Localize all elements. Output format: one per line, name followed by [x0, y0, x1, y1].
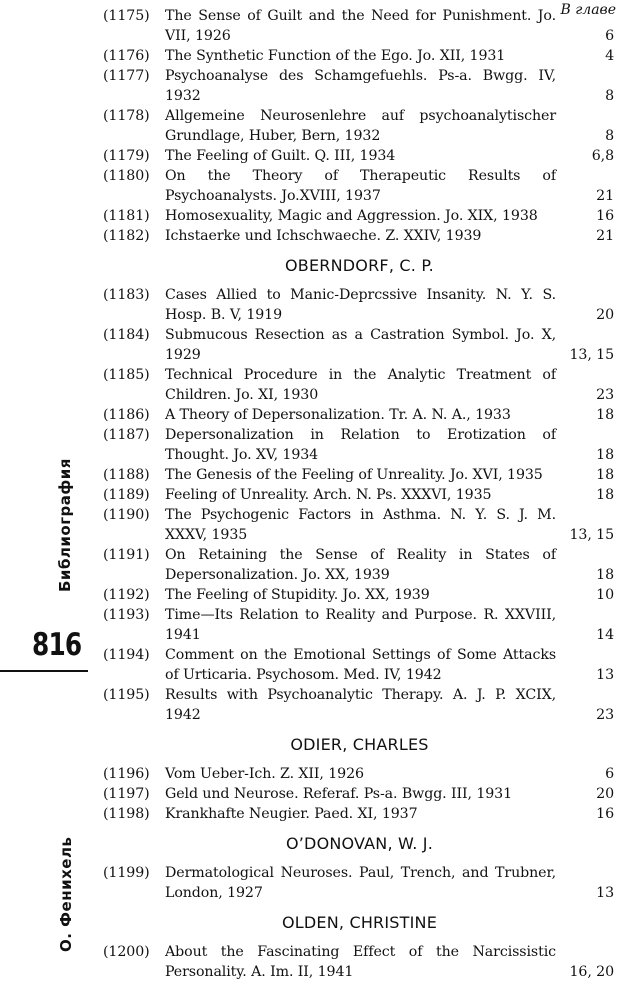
bibliography-entry	[103, 226, 616, 246]
bibliography-entry	[103, 863, 616, 903]
section-label: Библиография	[56, 458, 74, 592]
entry-chapter-ref: 16	[596, 806, 614, 822]
entry-number: (1175)	[103, 8, 150, 24]
entry-text: Time—Its Relation to Reality and Purpose. R. XXVIII, 1941	[165, 607, 556, 643]
entry-text: Allgemeine Neurosenlehre auf psychoanalytischer Grundlage, Huber, Bern, 1932	[165, 108, 556, 144]
entry-text: The Feeling of Guilt. Q. III, 1934	[165, 148, 396, 164]
entry-number: (1185)	[103, 367, 150, 383]
entry-chapter-ref: 18	[596, 407, 614, 423]
bibliography-entry	[103, 365, 616, 405]
bibliography-entry	[103, 46, 616, 66]
author-heading: O’DONOVAN, W. J.	[285, 834, 434, 853]
bibliography-entry	[103, 784, 616, 804]
entry-number: (1192)	[103, 587, 150, 603]
entry-text: Geld und Neurose. Referaf. Ps-a. Bwgg. III, 1931	[165, 786, 513, 802]
bibliography-entry	[103, 6, 616, 46]
entry-number: (1176)	[103, 48, 150, 64]
entry-chapter-ref: 18	[596, 487, 614, 503]
entry-text: Technical Procedure in the Analytic Treatment of Children. Jo. XI, 1930	[165, 367, 556, 403]
entry-number: (1187)	[103, 427, 150, 443]
running-author: О. Фенихель	[57, 836, 75, 952]
entry-chapter-ref: 13	[596, 667, 614, 683]
entry-chapter-ref: 21	[596, 188, 614, 204]
bibliography-entry	[103, 66, 616, 106]
entry-text: Submucous Resection as a Castration Symbol. Jo. X, 1929	[165, 327, 556, 363]
entry-chapter-ref: 20	[596, 786, 614, 802]
bibliography-entry	[103, 545, 616, 585]
entry-number: (1188)	[103, 467, 150, 483]
entry-text: Psychoanalyse des Schamgefuehls. Ps-a. Bwgg. IV, 1932	[165, 68, 556, 104]
bibliography-entry	[103, 325, 616, 365]
bibliography-entry	[103, 485, 616, 505]
bibliography-entry	[103, 804, 616, 824]
bibliography-column	[103, 0, 616, 982]
bibliography-entry	[103, 146, 616, 166]
entry-text: Homosexuality, Magic and Aggression. Jo. XIX, 1938	[165, 208, 538, 224]
entry-chapter-ref: 6	[605, 28, 614, 44]
entry-chapter-ref: 23	[596, 707, 614, 723]
entry-chapter-ref: 14	[596, 627, 614, 643]
entry-text: Depersonalization in Relation to Erotization of Thought. Jo. XV, 1934	[165, 427, 556, 463]
bibliography-entry	[103, 685, 616, 725]
entry-text: Ichstaerke und Ichschwaeche. Z. XXIV, 1939	[165, 228, 482, 244]
entry-chapter-ref: 18	[596, 447, 614, 463]
entry-number: (1177)	[103, 68, 150, 84]
entry-number: (1186)	[103, 407, 150, 423]
bibliography-entry	[103, 206, 616, 226]
bibliography-entry	[103, 505, 616, 545]
entry-number: (1195)	[103, 687, 150, 703]
entry-number: (1178)	[103, 108, 150, 124]
entry-number: (1181)	[103, 208, 150, 224]
page-margin	[0, 0, 100, 989]
entry-text: Feeling of Unreality. Arch. N. Ps. XXXVI, 1935	[165, 487, 492, 503]
entry-text: The Psychogenic Factors in Asthma. N. Y. S. J. M. XXXV, 1935	[165, 507, 556, 543]
entry-number: (1194)	[103, 647, 150, 663]
entry-text: Cases Allied to Manic-Deprcssive Insanity. N. Y. S. Hosp. B. V, 1919	[165, 287, 556, 323]
bibliography-entry	[103, 166, 616, 206]
bibliography-entry	[103, 605, 616, 645]
bibliography-entry	[103, 942, 616, 982]
bibliography-entry	[103, 106, 616, 146]
entry-number: (1179)	[103, 148, 150, 164]
entry-text: Results with Psychoanalytic Therapy. A. J. P. XCIX, 1942	[165, 687, 556, 723]
bibliography-entry	[103, 645, 616, 685]
entry-chapter-ref: 18	[596, 567, 614, 583]
bibliography-entry	[103, 585, 616, 605]
entry-text: The Genesis of the Feeling of Unreality. Jo. XVI, 1935	[165, 467, 543, 483]
entry-text: Comment on the Emotional Settings of Some Attacks of Urticaria. Psychosom. Med. IV, 1942	[165, 647, 556, 683]
entry-chapter-ref: 10	[596, 587, 614, 603]
entry-text: Vom Ueber-Ich. Z. XII, 1926	[165, 766, 364, 782]
column-header: В главе	[560, 2, 616, 18]
page-number: 816	[32, 627, 82, 663]
entry-number: (1189)	[103, 487, 150, 503]
entry-chapter-ref: 13, 15	[569, 527, 614, 543]
entry-chapter-ref: 6,8	[591, 148, 614, 164]
entry-number: (1182)	[103, 228, 150, 244]
entry-text: The Synthetic Function of the Ego. Jo. XII, 1931	[165, 48, 506, 64]
entry-number: (1197)	[103, 786, 150, 802]
bibliography-entry	[103, 425, 616, 465]
entry-number: (1184)	[103, 327, 150, 343]
entry-text: Krankhafte Neugier. Paed. XI, 1937	[165, 806, 418, 822]
entry-chapter-ref: 20	[596, 307, 614, 323]
entry-chapter-ref: 21	[596, 228, 614, 244]
entry-text: On the Theory of Therapeutic Results of Psychoanalysts. Jo.XVIII, 1937	[165, 168, 556, 204]
author-heading: ODIER, CHARLES	[290, 735, 429, 754]
entry-chapter-ref: 18	[596, 467, 614, 483]
bibliography-entry	[103, 405, 616, 425]
entry-chapter-ref: 13	[596, 885, 614, 901]
entry-number: (1198)	[103, 806, 150, 822]
entry-number: (1199)	[103, 865, 150, 881]
entry-chapter-ref: 6	[605, 766, 614, 782]
entry-number: (1180)	[103, 168, 150, 184]
entry-chapter-ref: 13, 15	[569, 347, 614, 363]
page-number-rule	[0, 670, 88, 672]
entry-chapter-ref: 23	[596, 387, 614, 403]
entry-number: (1191)	[103, 547, 150, 563]
entry-number: (1200)	[103, 944, 150, 960]
bibliography-entry	[103, 764, 616, 784]
entry-text: About the Fascinating Effect of the Narcissistic Personality. A. Im. II, 1941	[165, 944, 556, 980]
entry-text: On Retaining the Sense of Reality in States of Depersonalization. Jo. XX, 1939	[165, 547, 556, 583]
entry-number: (1193)	[103, 607, 150, 623]
author-heading: OLDEN, CHRISTINE	[281, 913, 438, 932]
entry-text: The Feeling of Stupidity. Jo. XX, 1939	[165, 587, 430, 603]
entry-number: (1183)	[103, 287, 150, 303]
entry-text: Dermatological Neuroses. Paul, Trench, and Trubner, London, 1927	[165, 865, 556, 901]
entry-chapter-ref: 4	[605, 48, 614, 64]
entry-chapter-ref: 16	[596, 208, 614, 224]
entry-chapter-ref: 8	[605, 128, 614, 144]
bibliography-entry	[103, 465, 616, 485]
entry-number: (1190)	[103, 507, 150, 523]
entry-chapter-ref: 16, 20	[569, 964, 614, 980]
bibliography-list	[103, 0, 616, 982]
entry-text: A Theory of Depersonalization. Tr. A. N. A., 1933	[165, 407, 511, 423]
entry-text: The Sense of Guilt and the Need for Punishment. Jo. VII, 1926	[165, 8, 556, 44]
entry-number: (1196)	[103, 766, 150, 782]
author-heading: OBERNDORF, C. P.	[285, 256, 434, 275]
bibliography-entry	[103, 285, 616, 325]
entry-chapter-ref: 8	[605, 88, 614, 104]
